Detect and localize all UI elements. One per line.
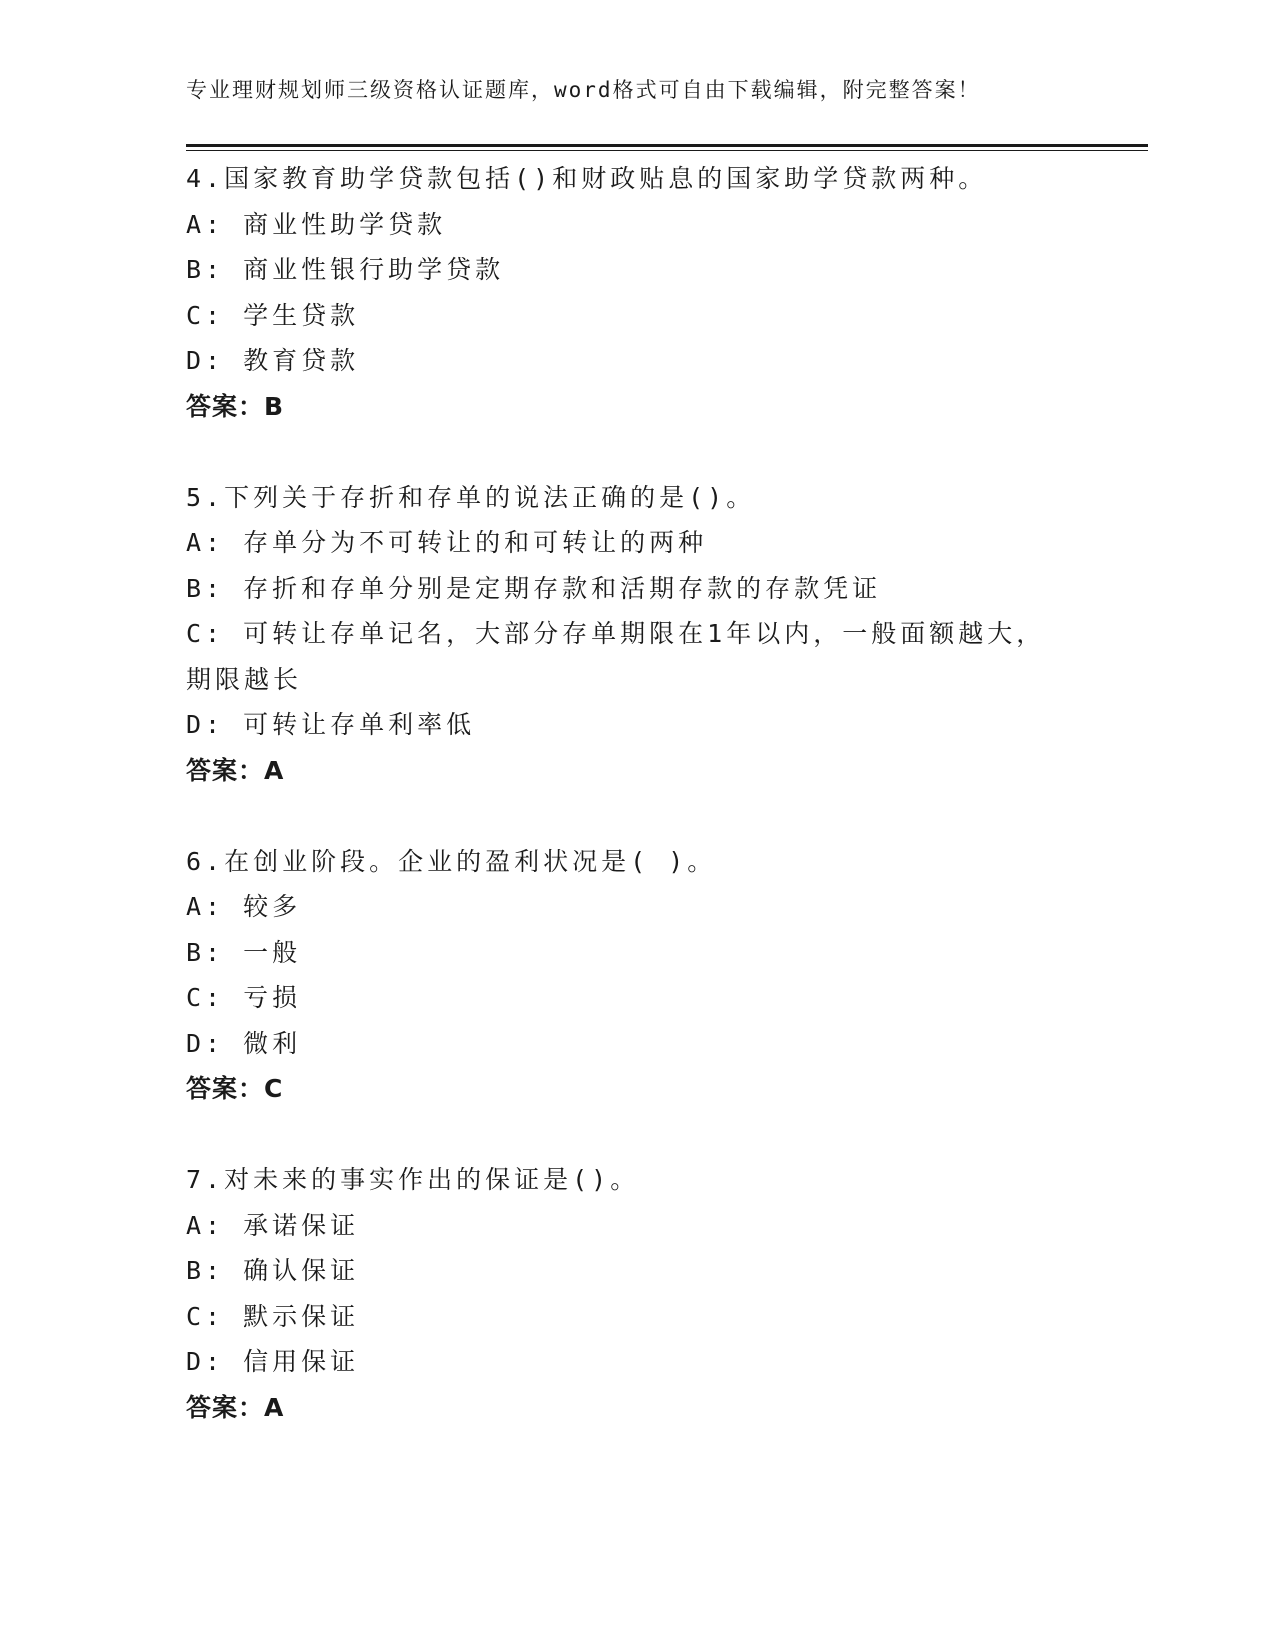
answer: 答案：C: [186, 1074, 284, 1103]
question-stem: 6.在创业阶段。企业的盈利状况是( )。: [186, 846, 717, 876]
option-a: A: 商业性助学贷款: [186, 209, 447, 239]
option-a: A: 较多: [186, 892, 302, 921]
option-b: B: 确认保证: [186, 1256, 360, 1285]
option-d: D: 微利: [186, 1028, 302, 1058]
option-d: D: 信用保证: [186, 1347, 360, 1376]
option-a: A: 存单分为不可转让的和可转让的两种: [186, 528, 708, 557]
answer: 答案：A: [186, 1392, 285, 1422]
question-4: [186, 156, 1086, 429]
header-divider-thin: [186, 150, 1148, 151]
page-header: 专业理财规划师三级资格认证题库，word格式可自由下载编辑，附完整答案！: [186, 78, 981, 102]
option-b: B: 存折和存单分别是定期存款和活期存款的存款凭证: [186, 573, 882, 603]
option-c: C: 可转让存单记名，大部分存单期限在1年以内，一般面额越大，期限越长: [186, 619, 1046, 694]
option-a: A: 承诺保证: [186, 1210, 360, 1240]
option-c: C: 学生贷款: [186, 300, 360, 330]
question-spacer: [186, 1112, 1086, 1158]
question-spacer: [186, 429, 1086, 475]
option-c: C: 亏损: [186, 983, 302, 1012]
question-6: [186, 839, 1086, 1112]
question-stem: 5.下列关于存折和存单的说法正确的是()。: [186, 482, 756, 512]
option-d: D: 教育贷款: [186, 346, 360, 375]
header-divider-thick: [186, 144, 1148, 147]
option-b: B: 商业性银行助学贷款: [186, 255, 505, 284]
option-b: B: 一般: [186, 937, 302, 967]
option-d: D: 可转让存单利率低: [186, 710, 476, 739]
answer: 答案：B: [186, 391, 285, 421]
question-list: [186, 156, 1086, 1430]
question-spacer: [186, 793, 1086, 839]
question-stem: 4.国家教育助学贷款包括()和财政贴息的国家助学贷款两种。: [186, 164, 988, 193]
option-c: C: 默示保证: [186, 1301, 360, 1331]
question-7: [186, 1157, 1086, 1430]
question-5: [186, 475, 1086, 794]
answer: 答案：A: [186, 755, 285, 785]
question-stem: 7.对未来的事实作出的保证是()。: [186, 1165, 640, 1194]
